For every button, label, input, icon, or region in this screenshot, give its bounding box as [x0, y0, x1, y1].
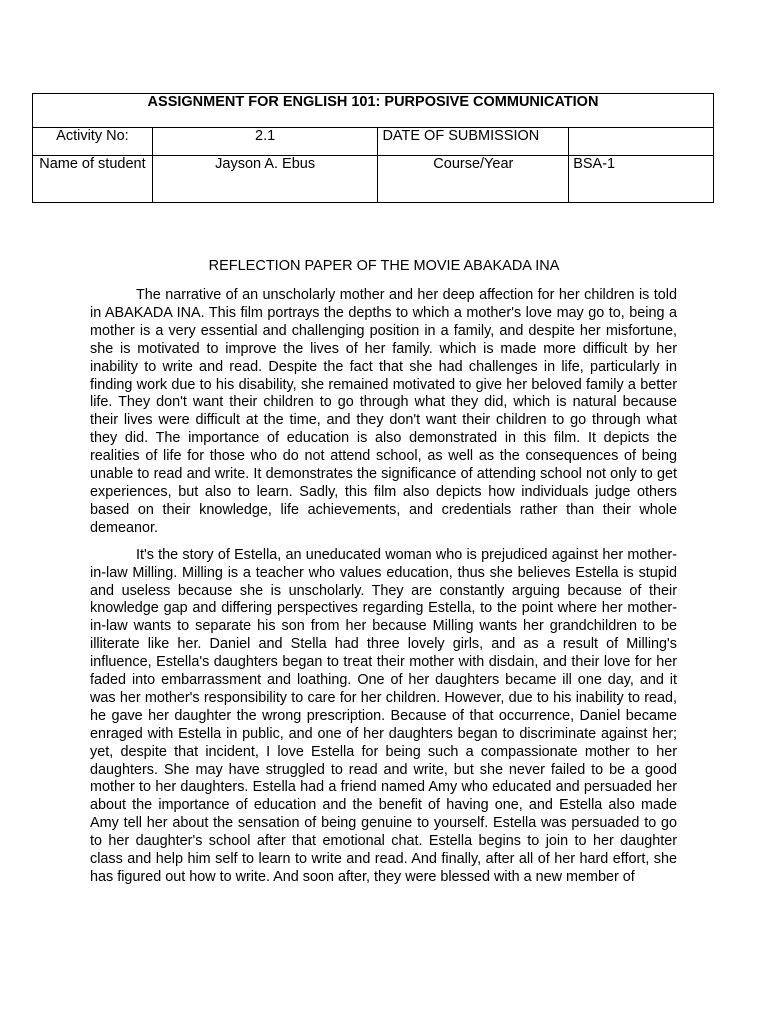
- course-value: BSA-1: [569, 156, 714, 203]
- activity-label: Activity No:: [33, 128, 153, 156]
- name-value: Jayson A. Ebus: [152, 156, 378, 203]
- paragraph: The narrative of an unscholarly mother and her deep affection for her children is told in ABAKADA INA. This film portrays the depths to which a mother's love may go to, being a mother is a very essential and challenging position in a family, and despite her misfortune, she is motivated to improve the lives of her family. which is made more difficult by her inability to write and read. Despite the fact that she had challenges in life, particularly in finding work due to his disability, she remained motivated to give her beloved family a better life. They don't want their children to go through what they did, which is natural because their lives were difficult at the time, and they don't want their children to go through what they did. The importance of education is also demonstrated in this film. It depicts the realities of life for those who do not attend school, as well as the consequences of being unable to read and write. It demonstrates the significance of attending school not only to get experiences, but also to learn. Sadly, this film also depicts how individuals judge others based on their knowledge, life achievements, and credentials rather than their whole demeanor.: [90, 287, 677, 536]
- paragraph: It's the story of Estella, an uneducated woman who is prejudiced against her mother-in-law Milling. Milling is a teacher who values education, thus she believes Estella is stupid and useless because she is unscholarly. They are constantly arguing because of their knowledge gap and differing perspectives regarding Estella, to the point where her mother-in-law wants to separate his son from her because Milling wants her grandchildren to be illiterate like her. Daniel and Stella had three lovely girls, and as a result of Milling's influence, Estella's daughters began to treat their mother with disdain, and their love for her faded into embarrassment and loathing. One of her daughters became ill one day, and it was her mother's responsibility to care for her children. However, due to his inability to read, he gave her daughter the wrong prescription. Because of that occurrence, Daniel became enraged with Estella in public, and one of her daughters began to discriminate against her; yet, despite that incident, I love Estella for being such a compassionate mother to her daughters. She may have struggled to read and write, but she never failed to be a good mother to her daughters. Estella had a friend named Amy who educated and persuaded her about the importance of education and the benefit of having one, and Estella also made Amy tell her about the sensation of being genuine to yourself. Estella was persuaded to go to her daughter's school after that emotional chat. Estella begins to join to her daughter class and help him self to learn to write and read. And finally, after all of her hard effort, she has figured out how to write. And soon after, they were blessed with a new member of: [90, 546, 677, 885]
- course-label: Course/Year: [378, 156, 569, 203]
- date-value: [569, 128, 714, 156]
- name-label: Name of student: [33, 156, 153, 203]
- assignment-header-table: [32, 93, 714, 203]
- assignment-title: ASSIGNMENT FOR ENGLISH 101: PURPOSIVE COMMUNICATION: [33, 94, 714, 128]
- date-label: DATE OF SUBMISSION: [378, 128, 569, 156]
- document-body: [90, 287, 677, 896]
- document-title: REFLECTION PAPER OF THE MOVIE ABAKADA INA: [208, 258, 560, 274]
- activity-value: 2.1: [152, 128, 378, 156]
